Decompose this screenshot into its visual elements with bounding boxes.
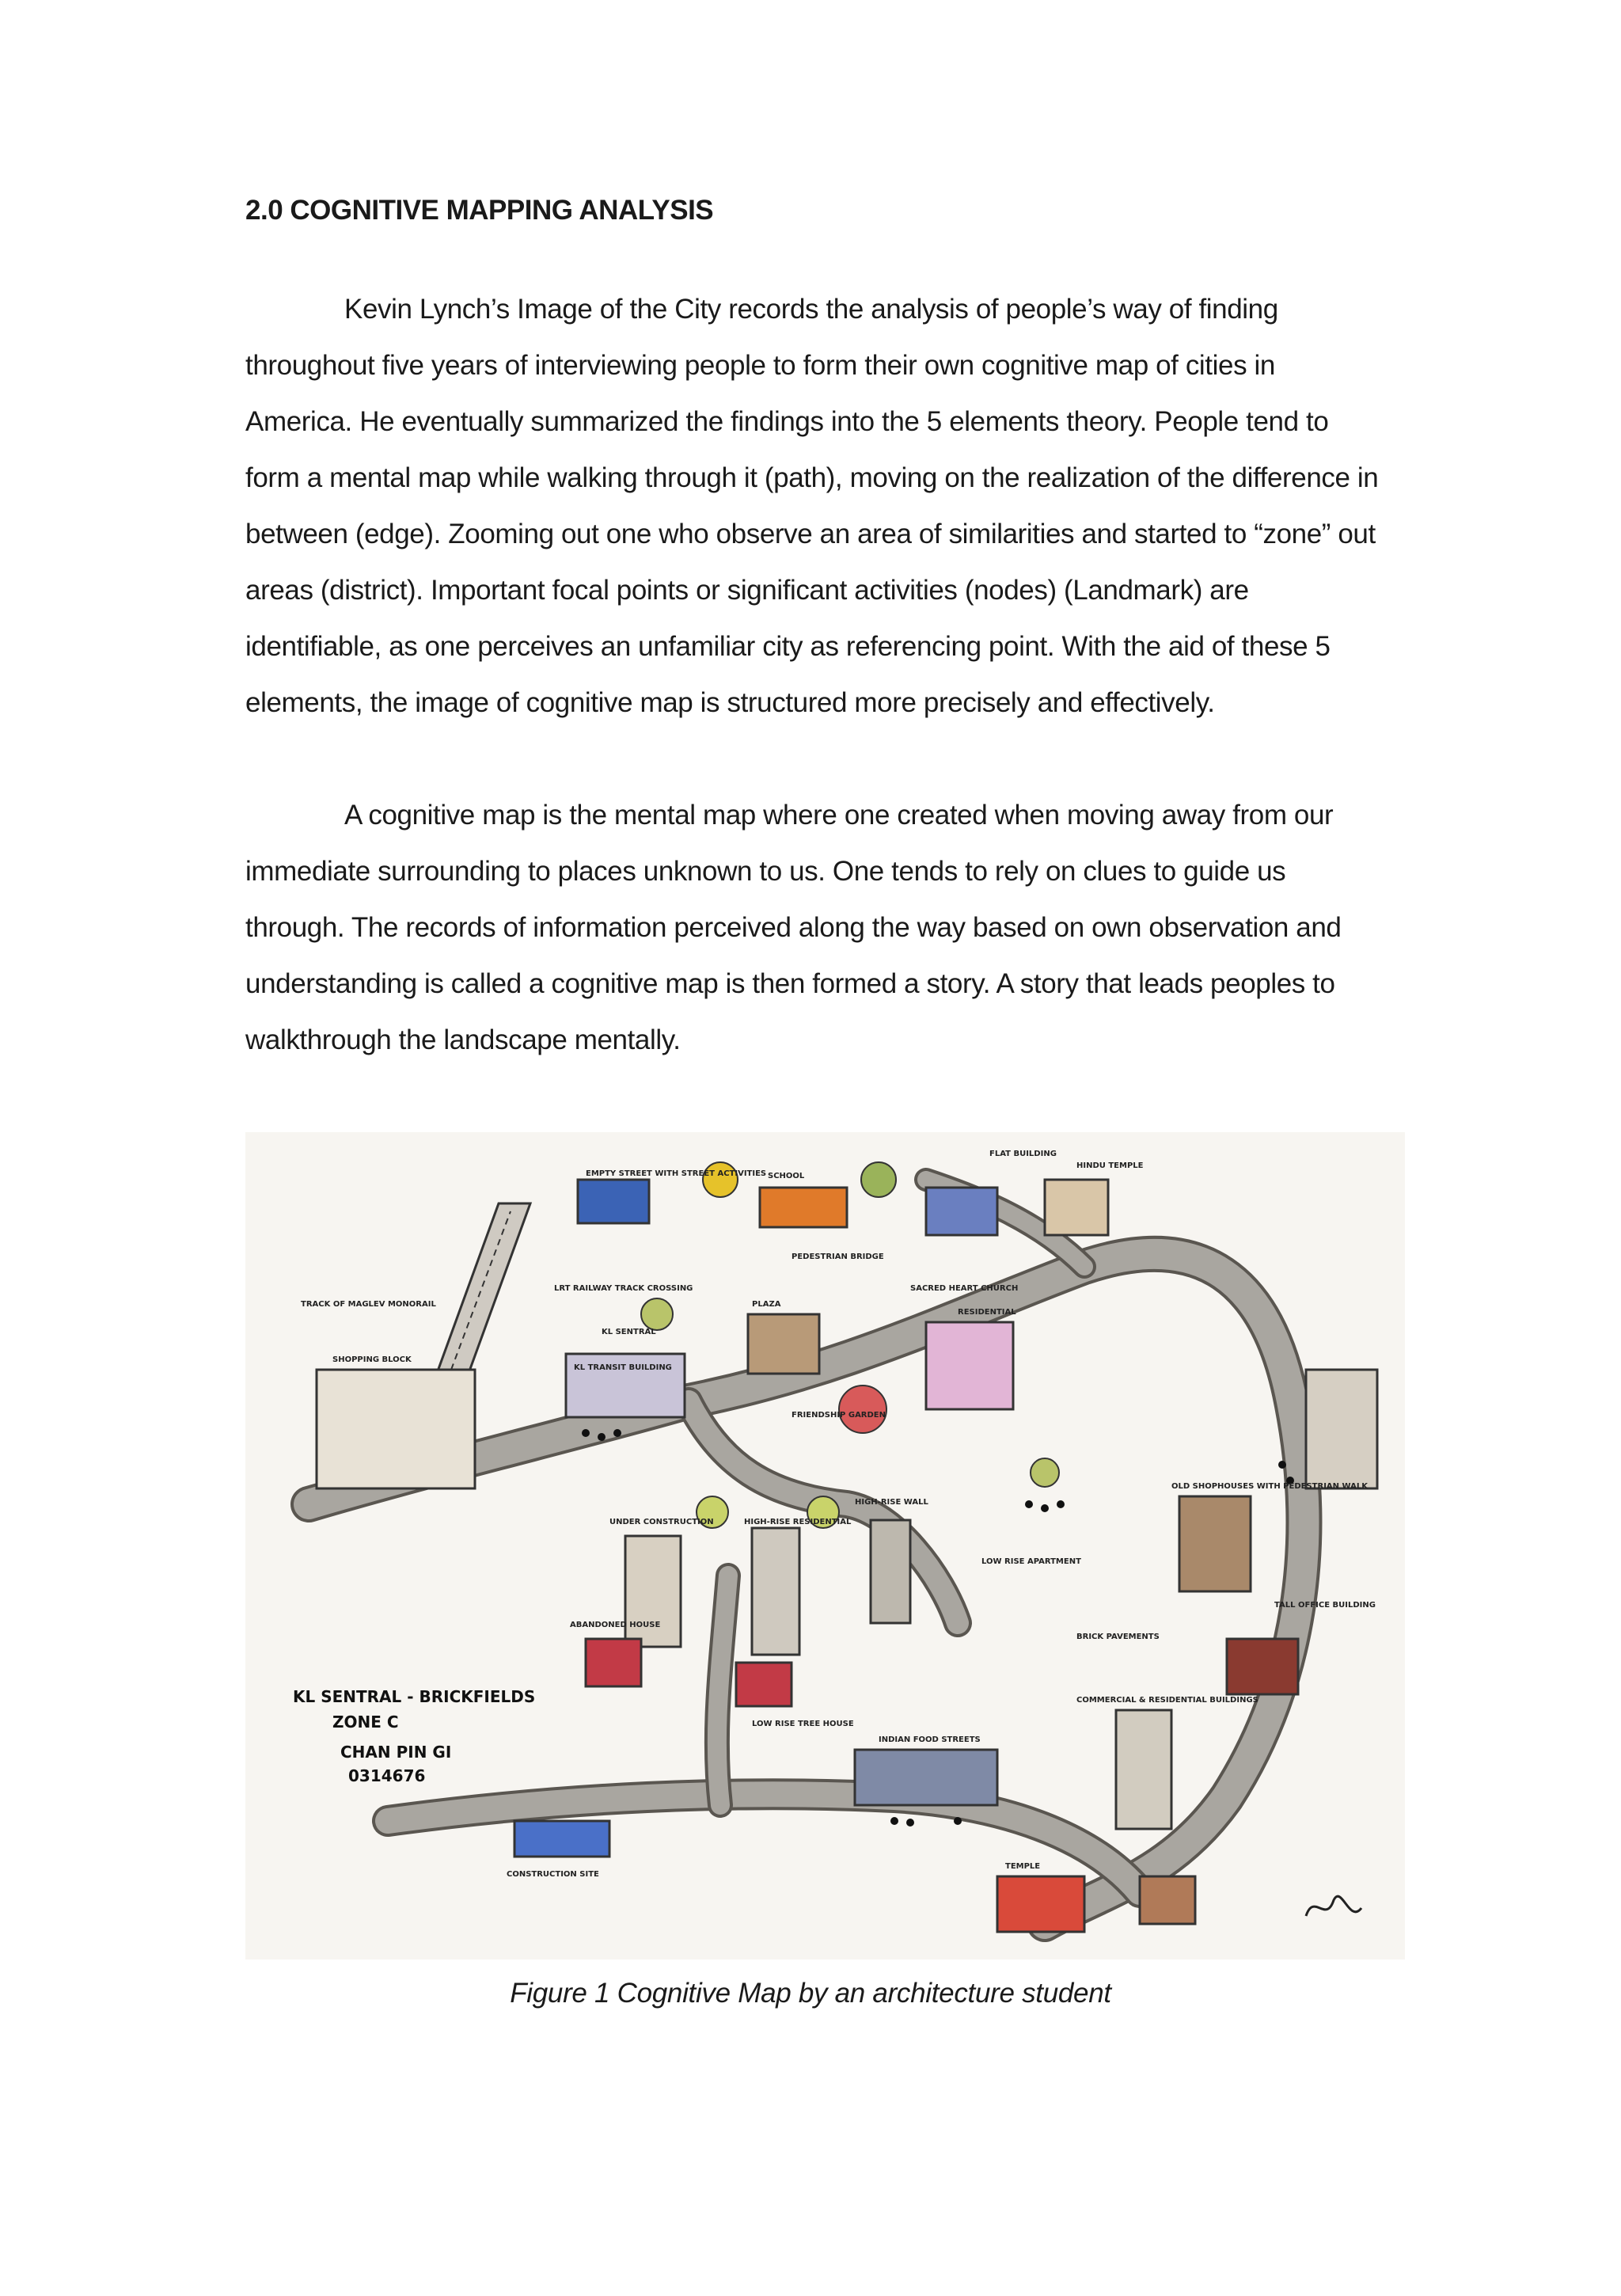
label-friendship-garden: FRIENDSHIP GARDEN — [792, 1411, 886, 1420]
label-commercial: COMMERCIAL & RESIDENTIAL BUILDINGS — [1076, 1696, 1258, 1705]
label-pedestrian-bridge: PEDESTRIAN BRIDGE — [792, 1253, 884, 1261]
plaza-building — [926, 1322, 1013, 1409]
label-food-streets: INDIAN FOOD STREETS — [879, 1735, 981, 1744]
map-title-line-1: KL SENTRAL - BRICKFIELDS — [293, 1687, 536, 1706]
cognitive-map-figure — [245, 1132, 1405, 1960]
label-flat-building: FLAT BUILDING — [989, 1150, 1057, 1158]
temple-domes — [997, 1876, 1084, 1932]
label-brick-pavements: BRICK PAVEMENTS — [1076, 1633, 1160, 1641]
construction-building — [625, 1536, 681, 1647]
label-kl-transit: KL TRANSIT BUILDING — [574, 1363, 672, 1372]
construction-site — [514, 1821, 609, 1857]
map-title-line-2: ZONE C — [332, 1712, 399, 1732]
shopping-block — [317, 1370, 475, 1488]
commercial-residential — [1116, 1710, 1171, 1829]
label-tree-house: LOW RISE TREE HOUSE — [752, 1720, 854, 1728]
old-shophouses — [1179, 1496, 1251, 1591]
tall-office-building — [1306, 1370, 1377, 1488]
figure-caption: Figure 1 Cognitive Map by an architecture student — [510, 1978, 1111, 2009]
paragraph-1 — [245, 281, 1385, 731]
flat-building — [926, 1188, 997, 1235]
paragraph-2-text: A cognitive map is the mental map where one created when moving away from our immediate surrounding to places unknown to us. One tends to rely on clues to guide us through. The records of information perceived along the way based on own observation and understanding is called a cognitive map is then formed a story. A story that leads peoples to walkthrough the landscape mentally. — [245, 800, 1342, 1055]
small-temple — [1140, 1876, 1195, 1924]
residential-block — [748, 1314, 819, 1374]
label-under-construction: UNDER CONSTRUCTION — [609, 1518, 714, 1526]
cognitive-map-sketch — [245, 1132, 1405, 1960]
map-title-line-3: CHAN PIN GI — [340, 1743, 452, 1762]
label-church: SACRED HEART CHURCH — [910, 1284, 1019, 1293]
label-low-rise-apartment: LOW RISE APARTMENT — [981, 1557, 1081, 1566]
hindu-temple — [1045, 1180, 1108, 1235]
label-school: SCHOOL — [768, 1172, 805, 1180]
indian-food-street — [855, 1750, 997, 1805]
map-title-line-4: 0314676 — [348, 1766, 426, 1785]
school-building — [760, 1188, 847, 1227]
label-residential: RESIDENTIAL — [958, 1308, 1016, 1317]
paragraph-1-text: Kevin Lynch’s Image of the City records the analysis of people’s way of finding throughout five years of interviewing people to form their own cognitive map of cities in America. He eventually summarized the findings into the 5 elements theory. People tend to form a mental map while walking through it (path), moving on the realization of the difference in between (edge). Zooming out one who observe an area of similarities and started to “zone” out areas (district). Important focal points or significant activities (nodes) (Landmark) are identifiable, as one perceives an unfamiliar city as referencing point. With the aid of these 5 elements, the image of cognitive map is structured more precisely and effectively. — [245, 294, 1379, 718]
abandoned-house — [586, 1639, 641, 1686]
label-monorail: TRACK OF MAGLEV MONORAIL — [301, 1300, 436, 1309]
label-plaza: PLAZA — [752, 1300, 781, 1309]
label-hindu-temple: HINDU TEMPLE — [1076, 1161, 1144, 1170]
high-rise-tower — [871, 1520, 910, 1623]
label-high-rise-wall: HIGH-RISE WALL — [855, 1498, 928, 1507]
tree-house — [736, 1663, 792, 1706]
label-tall-office: TALL OFFICE BUILDING — [1274, 1601, 1376, 1610]
label-old-shophouses: OLD SHOPHOUSES WITH PEDESTRIAN WALK — [1171, 1482, 1368, 1491]
label-construction-site: CONSTRUCTION SITE — [507, 1870, 599, 1879]
red-brick-building — [1227, 1639, 1298, 1694]
label-empty-street: EMPTY STREET WITH STREET ACTIVITIES — [586, 1169, 767, 1178]
paragraph-2 — [245, 787, 1385, 1068]
label-kl-sentral: KL SENTRAL — [602, 1328, 656, 1336]
label-lrt-crossing: LRT RAILWAY TRACK CROSSING — [554, 1284, 693, 1293]
vertical-road — [717, 1576, 728, 1805]
label-shopping-block: SHOPPING BLOCK — [332, 1355, 412, 1364]
high-rise-residential — [752, 1528, 799, 1655]
section-heading: 2.0 COGNITIVE MAPPING ANALYSIS — [245, 195, 714, 226]
blue-shophouse — [578, 1180, 649, 1223]
label-abandoned-house: ABANDONED HOUSE — [570, 1621, 661, 1629]
label-high-rise-residential: HIGH-RISE RESIDENTIAL — [744, 1518, 852, 1526]
label-temple: TEMPLE — [1005, 1862, 1041, 1871]
